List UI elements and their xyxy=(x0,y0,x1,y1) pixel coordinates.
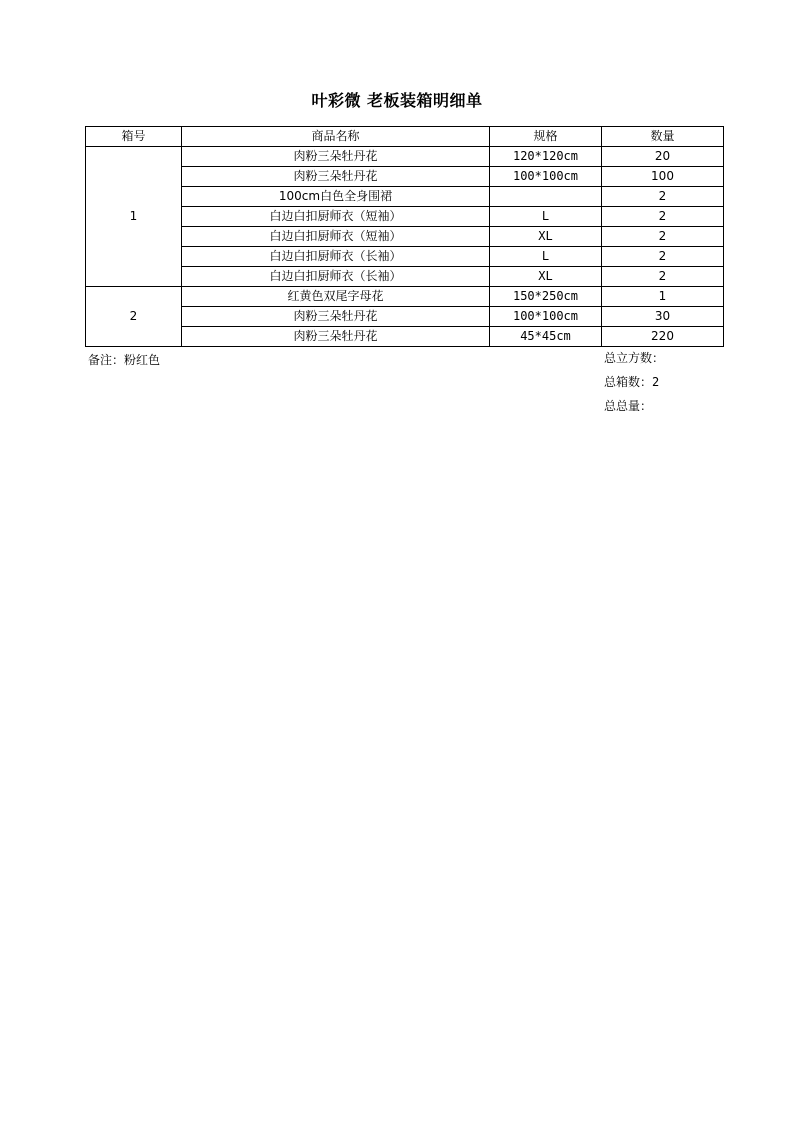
qty-cell: 2 xyxy=(602,247,724,267)
total-weight-label: 总总量： xyxy=(604,399,653,413)
qty-cell: 30 xyxy=(602,307,724,327)
qty-cell: 2 xyxy=(602,207,724,227)
qty-cell: 220 xyxy=(602,327,724,347)
total-volume-label: 总立方数： xyxy=(604,351,665,365)
spec-cell: L xyxy=(490,247,602,267)
total-boxes-label: 总箱数： xyxy=(604,375,653,389)
table-row xyxy=(86,227,724,247)
remark-note: 备注：粉红色 xyxy=(88,353,161,367)
qty-cell: 100 xyxy=(602,167,724,187)
product-name-cell: 肉粉三朵牡丹花 xyxy=(182,147,490,167)
table-row xyxy=(86,247,724,267)
header-qty: 数量 xyxy=(602,127,724,147)
qty-cell: 2 xyxy=(602,187,724,207)
spec-cell: 150*250cm xyxy=(490,287,602,307)
total-volume xyxy=(604,349,664,366)
table-row xyxy=(86,327,724,347)
header-product-name: 商品名称 xyxy=(182,127,490,147)
product-name-cell: 肉粉三朵牡丹花 xyxy=(182,307,490,327)
table-row xyxy=(86,187,724,207)
product-name-cell: 红黄色双尾字母花 xyxy=(182,287,490,307)
header-spec: 规格 xyxy=(490,127,602,147)
spec-cell: L xyxy=(490,207,602,227)
product-name-cell: 白边白扣厨师衣（长袖） xyxy=(182,247,490,267)
spec-cell: XL xyxy=(490,267,602,287)
qty-cell: 20 xyxy=(602,147,724,167)
qty-cell: 2 xyxy=(602,267,724,287)
spec-cell xyxy=(490,187,602,207)
qty-cell: 1 xyxy=(602,287,724,307)
qty-cell: 2 xyxy=(602,227,724,247)
table-row xyxy=(86,167,724,187)
product-name-cell: 白边白扣厨师衣（长袖） xyxy=(182,267,490,287)
total-boxes-value: 2 xyxy=(652,375,660,389)
spec-cell: 45*45cm xyxy=(490,327,602,347)
table-row xyxy=(86,267,724,287)
table-header-row xyxy=(86,127,724,147)
spec-cell: 100*100cm xyxy=(490,307,602,327)
product-name-cell: 白边白扣厨师衣（短袖） xyxy=(182,207,490,227)
product-name-cell: 肉粉三朵牡丹花 xyxy=(182,167,490,187)
box-number-cell: 1 xyxy=(86,147,182,287)
header-box-no: 箱号 xyxy=(86,127,182,147)
total-boxes xyxy=(604,373,659,390)
table-row xyxy=(86,147,724,167)
packing-table xyxy=(85,126,724,347)
product-name-cell: 白边白扣厨师衣（短袖） xyxy=(182,227,490,247)
table-row xyxy=(86,287,724,307)
table-row xyxy=(86,307,724,327)
box-number-cell: 2 xyxy=(86,287,182,347)
spec-cell: 120*120cm xyxy=(490,147,602,167)
product-name-cell: 100cm白色全身围裙 xyxy=(182,187,490,207)
spec-cell: XL xyxy=(490,227,602,247)
product-name-cell: 肉粉三朵牡丹花 xyxy=(182,327,490,347)
spec-cell: 100*100cm xyxy=(490,167,602,187)
page-title: 叶彩微 老板装箱明细单 xyxy=(311,91,483,110)
total-weight xyxy=(604,397,652,414)
table-row xyxy=(86,207,724,227)
